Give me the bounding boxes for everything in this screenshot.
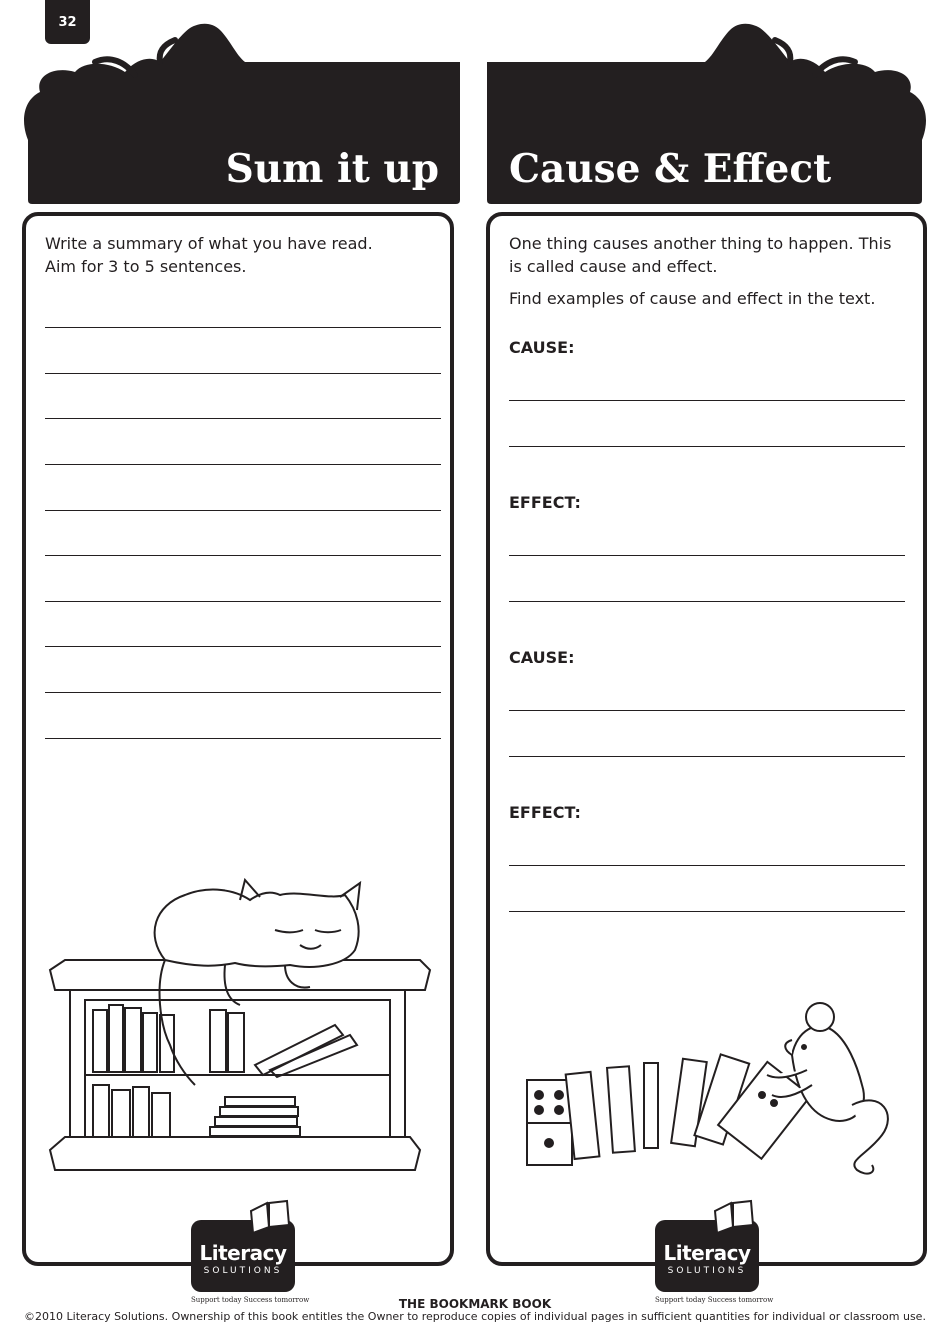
summary-writing-line[interactable] bbox=[45, 692, 441, 693]
book-logo-icon bbox=[709, 1197, 757, 1235]
logo-tagline: Support today Success tomorrow bbox=[191, 1296, 310, 1304]
page-number: 32 bbox=[45, 0, 90, 44]
summary-writing-line[interactable] bbox=[45, 418, 441, 419]
summary-writing-line[interactable] bbox=[45, 327, 441, 328]
summary-instruction-1: Write a summary of what you have read. bbox=[45, 234, 373, 253]
cause-effect-title: Cause & Effect bbox=[509, 146, 832, 192]
summary-writing-line[interactable] bbox=[45, 510, 441, 511]
cause-label: CAUSE: bbox=[509, 648, 575, 667]
summary-writing-line[interactable] bbox=[45, 464, 441, 465]
cause-label: CAUSE: bbox=[509, 338, 575, 357]
logo-sub: SOLUTIONS bbox=[203, 1266, 283, 1276]
cause-effect-intro: One thing causes another thing to happen. This is called cause and effect. bbox=[509, 234, 892, 276]
logo-tagline: Support today Success tomorrow bbox=[655, 1296, 774, 1304]
summary-instruction-2: Aim for 3 to 5 sentences. bbox=[45, 257, 247, 276]
book-logo-icon bbox=[245, 1197, 293, 1235]
summary-writing-line[interactable] bbox=[45, 601, 441, 602]
summary-writing-line[interactable] bbox=[45, 646, 441, 647]
effect-writing-line[interactable] bbox=[509, 911, 905, 912]
effect-label: EFFECT: bbox=[509, 803, 581, 822]
summary-writing-line[interactable] bbox=[45, 555, 441, 556]
cause-effect-prompt: Find examples of cause and effect in the text. bbox=[509, 289, 876, 308]
mouse-dominoes-illustration bbox=[522, 995, 902, 1185]
effect-writing-line[interactable] bbox=[509, 601, 905, 602]
footer-copyright: ©2010 Literacy Solutions. Ownership of this book entitles the Owner to reproduce copies of individual pages in sufficient quantities for individual or classroom use. bbox=[24, 1310, 926, 1323]
logo-name: Literacy bbox=[199, 1241, 287, 1265]
cause-writing-line[interactable] bbox=[509, 446, 905, 447]
logo-name: Literacy bbox=[663, 1241, 751, 1265]
effect-label: EFFECT: bbox=[509, 493, 581, 512]
cause-writing-line[interactable] bbox=[509, 710, 905, 711]
sum-it-up-title: Sum it up bbox=[225, 146, 439, 192]
effect-writing-line[interactable] bbox=[509, 865, 905, 866]
summary-writing-line[interactable] bbox=[45, 373, 441, 374]
footer-book-title: THE BOOKMARK BOOK bbox=[398, 1297, 552, 1311]
cause-writing-line[interactable] bbox=[509, 756, 905, 757]
logo-sub: SOLUTIONS bbox=[667, 1266, 747, 1276]
summary-writing-line[interactable] bbox=[45, 738, 441, 739]
effect-writing-line[interactable] bbox=[509, 555, 905, 556]
cause-writing-line[interactable] bbox=[509, 400, 905, 401]
cat-bookshelf-illustration bbox=[45, 875, 435, 1175]
